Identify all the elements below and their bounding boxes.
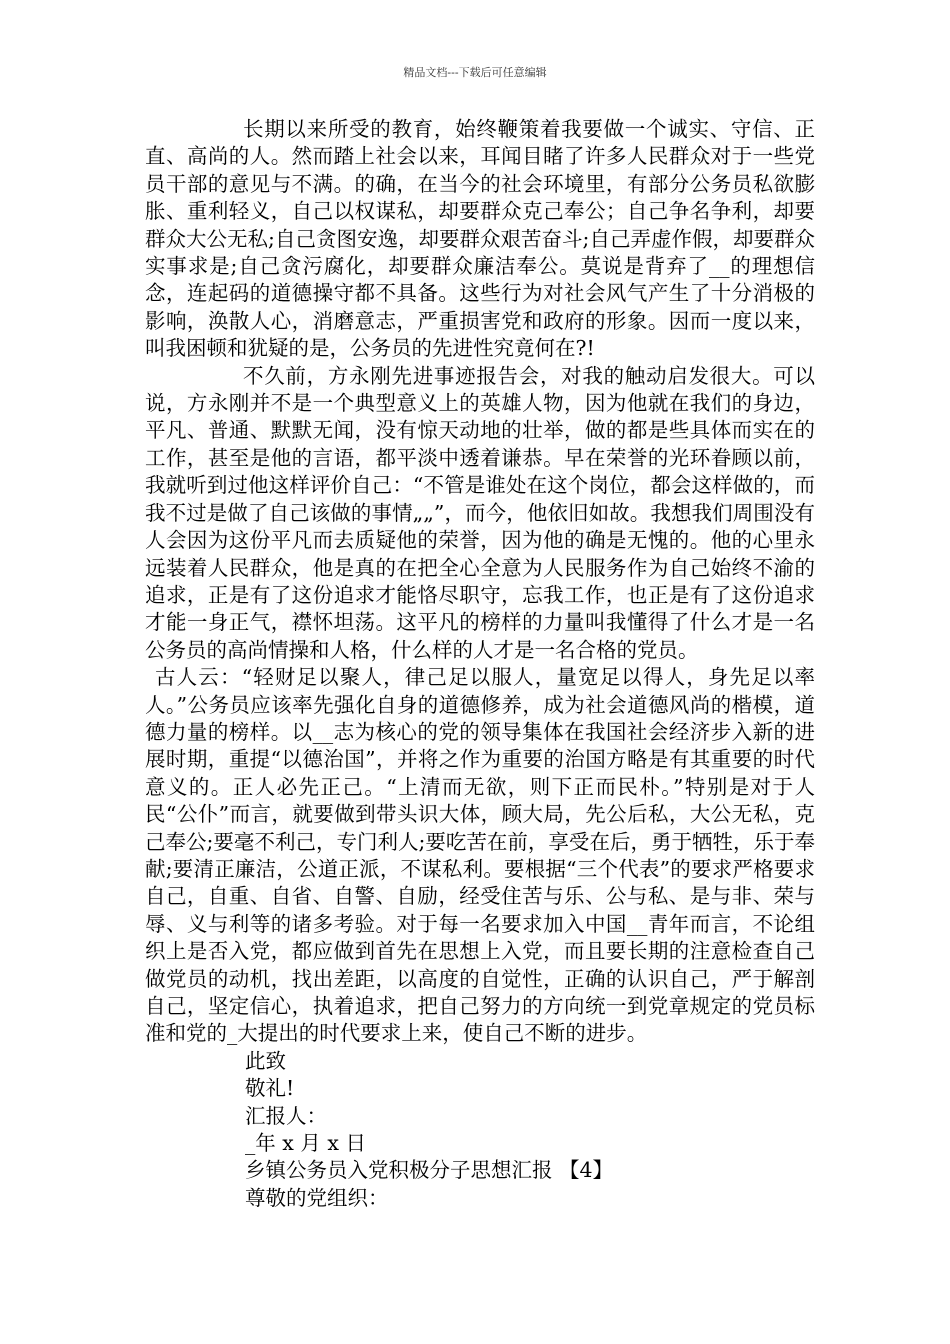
closing-reporter: 汇报人： [245, 1103, 327, 1128]
closing-date: _年 x 月 x 日 [245, 1131, 366, 1156]
closing-regards: 敬礼! [245, 1076, 295, 1101]
paragraph-education: 长期以来所受的教育，始终鞭策着我要做一个诚实、守信、正直、高尚的人。然而踏上社会以来，耳闻目睹了许多人民群众对于一些党员干部的意见与不满。的确，在当今的社会环境里，有部分公务员私欲膨胀、重利轻义，自己以权谋私，却要群众克己奉公；自己争名争利，却要群众大公无私;自己贪图安逸，却要群众艰苦奋斗;自己弄虚作假，却要群众实事求是;自己贪污腐化，却要群众廉洁奉公。莫说是背弃了__的理想信念，连起码的道德操守都不具备。这些行为对社会风气产生了十分消极的影响，涣散人心，消磨意志，严重损害党和政府的形象。因而一度以来，叫我困顿和犹疑的是，公务员的先进性究竟何在?! [145, 117, 815, 361]
next-section-greeting: 尊敬的党组织： [245, 1185, 389, 1210]
paragraph-fang-yonggang: 不久前，方永刚先进事迹报告会，对我的触动启发很大。可以说，方永刚并不是一个典型意义上的英雄人物，因为他就在我们的身边，平凡、普通、默默无闻，没有惊天动地的壮举，做的都是些具体而实在的工作，甚至是他的言语，都平淡中透着谦恭。早在荣誉的光环眷顾以前，我就听到过他这样评价自己：“不管是谁处在这个岗位，都会这样做的，而我不过是做了自己该做的事情„„”，而今，他依旧如故。我想我们周围没有人会因为这份平凡而去质疑他的荣誉，因为他的确是无愧的。他的心里永远装着人民群众，他是真的在把全心全意为人民服务作为自己始终不渝的追求，正是有了这份追求才能恪尽职守，忘我工作，也正是有了这份追求才能一身正气，襟怀坦荡。这平凡的榜样的力量叫我懂得了什么才是一名公务员的高尚情操和人格，什么样的人才是一名合格的党员。 [145, 363, 815, 662]
next-section-title: 乡镇公务员入党积极分子思想汇报 【4】 [245, 1158, 614, 1183]
paragraph-ancient-saying: 古人云：“轻财足以聚人，律己足以服人，量宽足以得人，身先足以率人。”公务员应该率先强化自身的道德修养，成为社会道德风尚的楷模，道德力量的榜样。以__志为核心的党的领导集体在我国社会经济步入新的进展时期，重提“以德治国”，并将之作为重要的治国方略是有其重要的时代意义的。正人必先正己。“上清而无欲，则下正而民朴。”特别是对于人民“公仆”而言，就要做到带头识大体，顾大局，先公后私，大公无私，克己奉公;要毫不利己，专门利人;要吃苦在前，享受在后，勇于牺牲，乐于奉献;要清正廉洁，公道正派，不谋私利。要根据“三个代表”的要求严格要求自己，自重、自省、自警、自励，经受住苦与乐、公与私、是与非、荣与辱、义与利等的诸多考验。对于每一名要求加入中国__青年而言，不论组织上是否入党，都应做到首先在思想上入党，而且要长期的注意检查自己做党员的动机，找出差距，以高度的自觉性，正确的认识自己，严于解剖自己，坚定信心，执着追求，把自己努力的方向统一到党章规定的党员标准和党的_大提出的时代要求上来，使自己不断的进步。 [145, 665, 815, 1046]
closing-salutation: 此致 [245, 1048, 286, 1073]
document-body [145, 116, 815, 1212]
page-header: 精品文档---下载后可任意编辑 [403, 66, 547, 79]
